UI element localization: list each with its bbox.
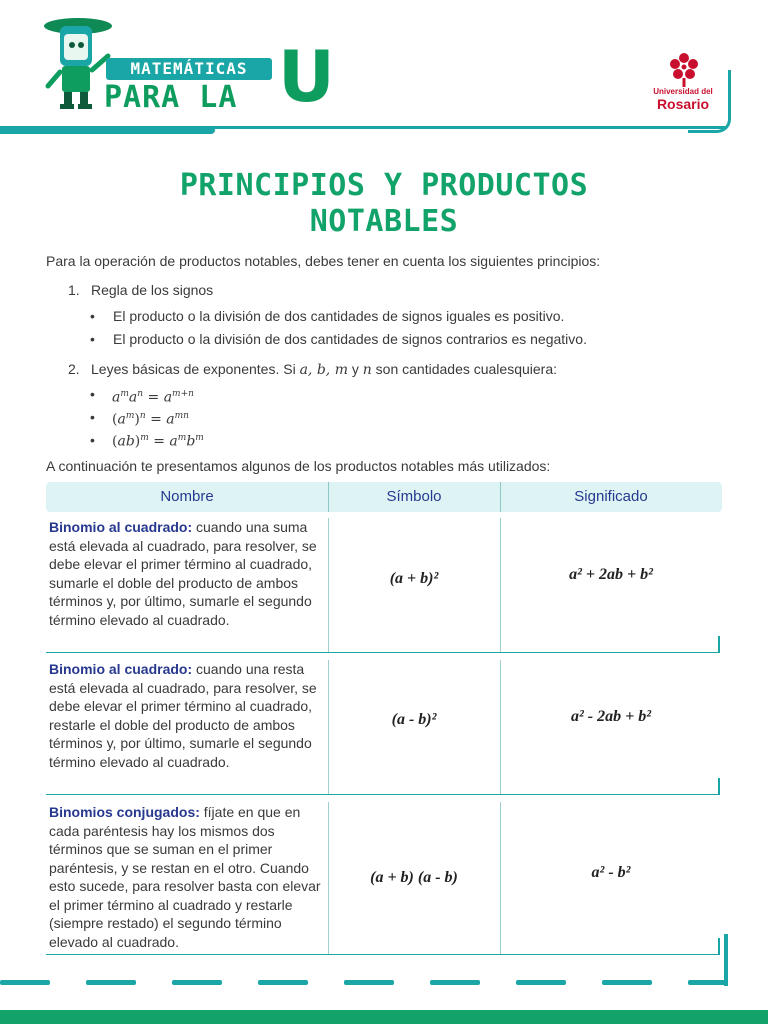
row-description: Binomio al cuadrado: cuando una suma está elevada al cuadrado, para resolver, se debe elevar el primer término al cuadrado, sumarle el doble del producto de ambos términos y, por último, sumarle el segundo término elevado al cuadrado. bbox=[49, 519, 317, 628]
column-header-name: Nombre bbox=[160, 488, 214, 505]
exponent-law-2: $(a^m)^n = a^{mn}$ bbox=[112, 411, 189, 428]
row-divider bbox=[46, 794, 718, 795]
continuation-text: A continuación te presentamos algunos de los productos notables más utilizados: bbox=[46, 458, 551, 474]
dash bbox=[602, 980, 652, 985]
title-line-1: PRINCIPIOS Y PRODUCTOS bbox=[179, 168, 589, 203]
header-divider bbox=[205, 126, 725, 129]
row-description: Binomio al cuadrado: cuando una resta está elevada al cuadrado, para resolver, se debe elevar el primer término al cuadrado, restarle el doble del producto de ambos términos y, por último, sumarle el segundo término elevado al cuadrado. bbox=[49, 661, 317, 770]
row-symbol: (a - b)² bbox=[391, 711, 437, 728]
column-divider bbox=[328, 482, 329, 512]
frame-corner bbox=[724, 934, 728, 986]
row-divider-tail bbox=[718, 938, 720, 955]
row-divider-tail bbox=[718, 778, 720, 795]
footer-bar bbox=[0, 1010, 768, 1024]
university-name: Rosario bbox=[656, 96, 710, 112]
logo-text-u: U bbox=[278, 36, 335, 118]
column-header-meaning: Significado bbox=[574, 488, 648, 505]
row-symbol: (a + b) (a - b) bbox=[370, 869, 458, 886]
header-frame-curve bbox=[688, 70, 731, 133]
column-divider bbox=[500, 660, 501, 794]
column-divider bbox=[500, 518, 501, 652]
dash bbox=[258, 980, 308, 985]
intro-text: Para la operación de productos notables, debes tener en cuenta los siguientes principios: bbox=[46, 253, 601, 269]
university-label: Universidad del bbox=[653, 87, 713, 96]
title-line-2: NOTABLES bbox=[309, 204, 459, 239]
row-symbol: (a + b)² bbox=[389, 570, 439, 587]
section2-number: 2. bbox=[68, 361, 80, 377]
dash bbox=[0, 980, 50, 985]
section1-number: 1. bbox=[68, 282, 80, 298]
row-meaning: a² + 2ab + b² bbox=[569, 566, 653, 583]
dash bbox=[516, 980, 566, 985]
section1-bullet-1: El producto o la división de dos cantidades de signos iguales es positivo. bbox=[113, 308, 565, 324]
section1-bullet-2: El producto o la división de dos cantidades de signos contrarios es negativo. bbox=[113, 331, 587, 347]
dash bbox=[344, 980, 394, 985]
logo-text-top: MATEMÁTICAS bbox=[130, 59, 248, 78]
bullet-dot: • bbox=[90, 331, 95, 347]
row-description: Binomios conjugados: fíjate en que en cada paréntesis hay los mismos dos términos que se suman en el primer paréntesis, y se restan en el otro. Cuando esto sucede, para resolver basta con elevar el primer término al cuadrado y restarle (siempre restado) el segundo término elevado al cuadrado. bbox=[49, 804, 321, 950]
logo-text-bottom: PARA LA bbox=[104, 80, 238, 115]
section1-heading: Regla de los signos bbox=[91, 282, 214, 298]
column-divider bbox=[500, 482, 501, 512]
dash bbox=[430, 980, 480, 985]
dash bbox=[86, 980, 136, 985]
bullet-dot: • bbox=[90, 386, 95, 402]
dash bbox=[688, 980, 728, 985]
row-divider bbox=[46, 954, 718, 955]
header-accent-bar bbox=[0, 126, 215, 134]
exponent-law-1: $a^ma^n = a^{m+n}$ bbox=[112, 389, 194, 406]
page-title bbox=[60, 168, 708, 240]
row-meaning: a² - b² bbox=[591, 864, 631, 881]
row-divider bbox=[46, 652, 718, 653]
bullet-dot: • bbox=[90, 432, 95, 448]
row-divider-tail bbox=[718, 636, 720, 653]
row-meaning: a² - 2ab + b² bbox=[570, 708, 652, 725]
exponent-law-3: $(ab)^m = a^mb^m$ bbox=[112, 433, 204, 450]
dash bbox=[172, 980, 222, 985]
bullet-dot: • bbox=[90, 409, 95, 425]
section2-heading: Leyes básicas de exponentes. Si a, b, m y n son cantidades cualesquiera: bbox=[91, 361, 558, 378]
bullet-dot: • bbox=[90, 308, 95, 324]
column-header-symbol: Símbolo bbox=[386, 488, 442, 505]
